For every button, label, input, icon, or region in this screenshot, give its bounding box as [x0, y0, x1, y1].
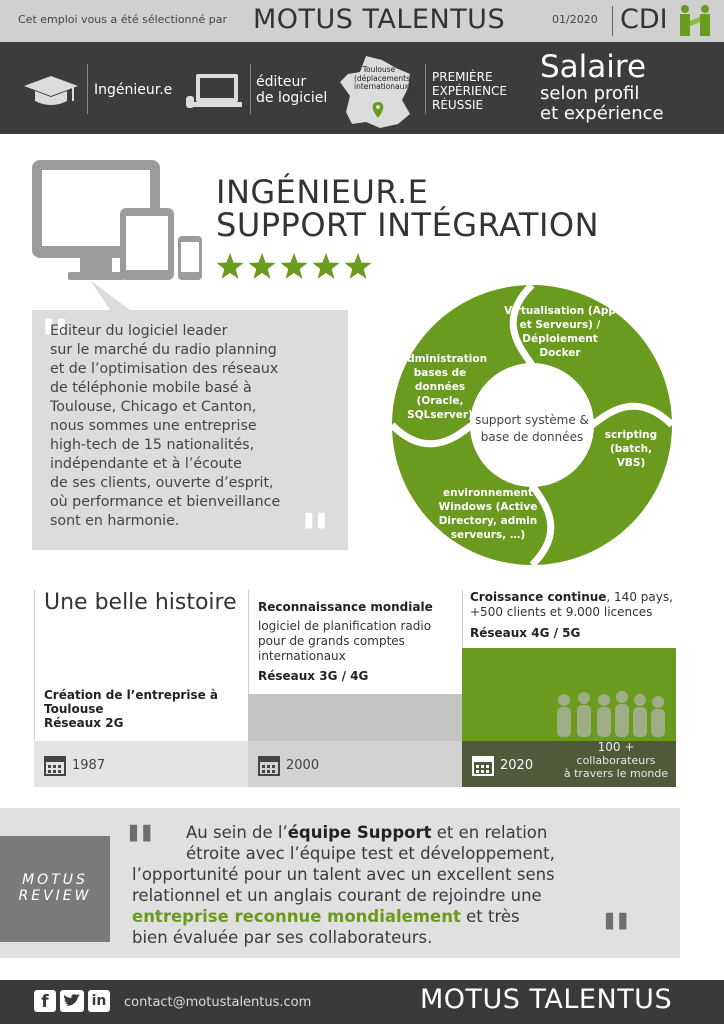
- france-map-icon: [336, 52, 420, 132]
- description-line: où performance et bienveillance: [50, 494, 281, 510]
- year-bar-2000: [248, 741, 462, 787]
- team-silhouettes-icon: [552, 690, 672, 740]
- review-text-continued: l’opportunité pour un talent avec un excellent sens relationnel et un anglais courant de rejoindre une entreprise reconnue mondialement et très bien évaluée par ses collaborateurs.: [132, 865, 555, 947]
- review-text: Au sein de l’équipe Support et en relation étroite avec l’équipe test et développement,: [186, 823, 555, 863]
- star-icon: [280, 253, 307, 279]
- close-quote-icon: ": [300, 501, 331, 569]
- staff-count: 100 + collaborateurs à travers le monde: [563, 740, 669, 780]
- calendar-icon: [44, 754, 66, 776]
- contract-type: CDI: [620, 4, 668, 35]
- description-line: et de l’optimisation des réseaux: [50, 361, 279, 377]
- company-description: [50, 322, 340, 531]
- skill-databases: administration bases de données (Oracle, SQLserver): [400, 353, 488, 421]
- skill-scripting: scripting (batch, VBS): [604, 429, 658, 469]
- graduation-cap-icon: [22, 74, 80, 110]
- milestone-1987: Création de l’entreprise à Toulouse Réseaux 2G: [44, 688, 219, 730]
- year-2020: 2020: [500, 758, 534, 773]
- wheel-center-label: support système & base de données: [475, 413, 589, 444]
- year-1987: 1987: [72, 758, 106, 773]
- milestone-2000: Reconnaissance mondiale logiciel de planification radio pour de grands comptes internationaux Réseaux 3G / 4G: [258, 600, 433, 683]
- description-line: indépendante et à l’écoute: [50, 456, 242, 472]
- year-2000: 2000: [286, 758, 320, 773]
- star-icon: [248, 253, 275, 279]
- separator: [250, 64, 251, 114]
- sector-text: éditeur de logiciel: [256, 74, 328, 106]
- description-line: high-tech de 15 nationalités,: [50, 437, 255, 453]
- rating-stars: [216, 250, 386, 282]
- star-icon: [216, 253, 243, 279]
- close-quote-icon: ": [600, 900, 633, 973]
- review-tag: MOTUS REVIEW: [0, 836, 110, 942]
- separator: [87, 64, 88, 114]
- open-quote-icon: ": [40, 307, 71, 375]
- milestone-2020: Croissance continue, 140 pays, +500 clients et 9.000 licences Réseaux 4G / 5G: [470, 590, 673, 640]
- star-icon: [312, 253, 339, 279]
- selected-by-text: Cet emploi vous a été sélectionné par: [18, 13, 228, 26]
- description-line: de ses clients, ouverte d’esprit,: [50, 475, 274, 491]
- footer-brand: MOTUS TALENTUS: [420, 984, 673, 1015]
- calendar-icon: [258, 754, 280, 776]
- description-line: nous sommes une entreprise: [50, 418, 257, 434]
- linkedin-icon[interactable]: in: [88, 990, 110, 1012]
- star-icon: [344, 253, 371, 279]
- calendar-icon: [472, 754, 494, 776]
- twitter-icon[interactable]: [60, 990, 84, 1012]
- people-logo-icon: [676, 3, 714, 39]
- timeline-border: [34, 590, 35, 740]
- description-line: Editeur du logiciel leader: [50, 323, 228, 339]
- history-title: Une belle histoire: [44, 590, 237, 615]
- skill-virtualisation: Virtualisation (App et Serveurs) / Déploiement Docker: [504, 305, 616, 359]
- timeline-step-2000: [248, 694, 462, 741]
- header-brand: MOTUS TALENTUS: [253, 4, 506, 35]
- experience-text: PREMIÈRE EXPÉRIENCE RÉUSSIE: [432, 70, 508, 112]
- year-bar-1987: [34, 741, 248, 787]
- description-line: Toulouse, Chicago et Canton,: [50, 399, 257, 415]
- devices-icon: [30, 160, 210, 320]
- separator: [425, 64, 426, 114]
- facebook-icon[interactable]: f: [34, 990, 56, 1012]
- open-quote-icon: ": [124, 812, 157, 885]
- skill-windows: environnement Windows (Active Directory, admin serveurs, …): [438, 487, 538, 541]
- timeline-border: [462, 590, 463, 648]
- date-text: 01/2020: [552, 13, 598, 26]
- laptop-icon: [186, 72, 244, 112]
- location-text: Toulouse (déplacements internationaux): [354, 65, 412, 91]
- degree-text: Ingénieur.e: [94, 82, 173, 98]
- description-line: sur le marché du radio planning: [50, 342, 277, 358]
- description-line: de téléphonie mobile basé à: [50, 380, 252, 396]
- timeline-border: [248, 590, 249, 694]
- salary-text: Salaire selon profil et expérience: [540, 49, 664, 124]
- job-title: INGÉNIEUR.E SUPPORT INTÉGRATION: [216, 173, 600, 244]
- contact-email[interactable]: contact@motustalentus.com: [124, 995, 312, 1010]
- description-line: sont en harmonie.: [50, 513, 180, 529]
- divider: [612, 6, 613, 36]
